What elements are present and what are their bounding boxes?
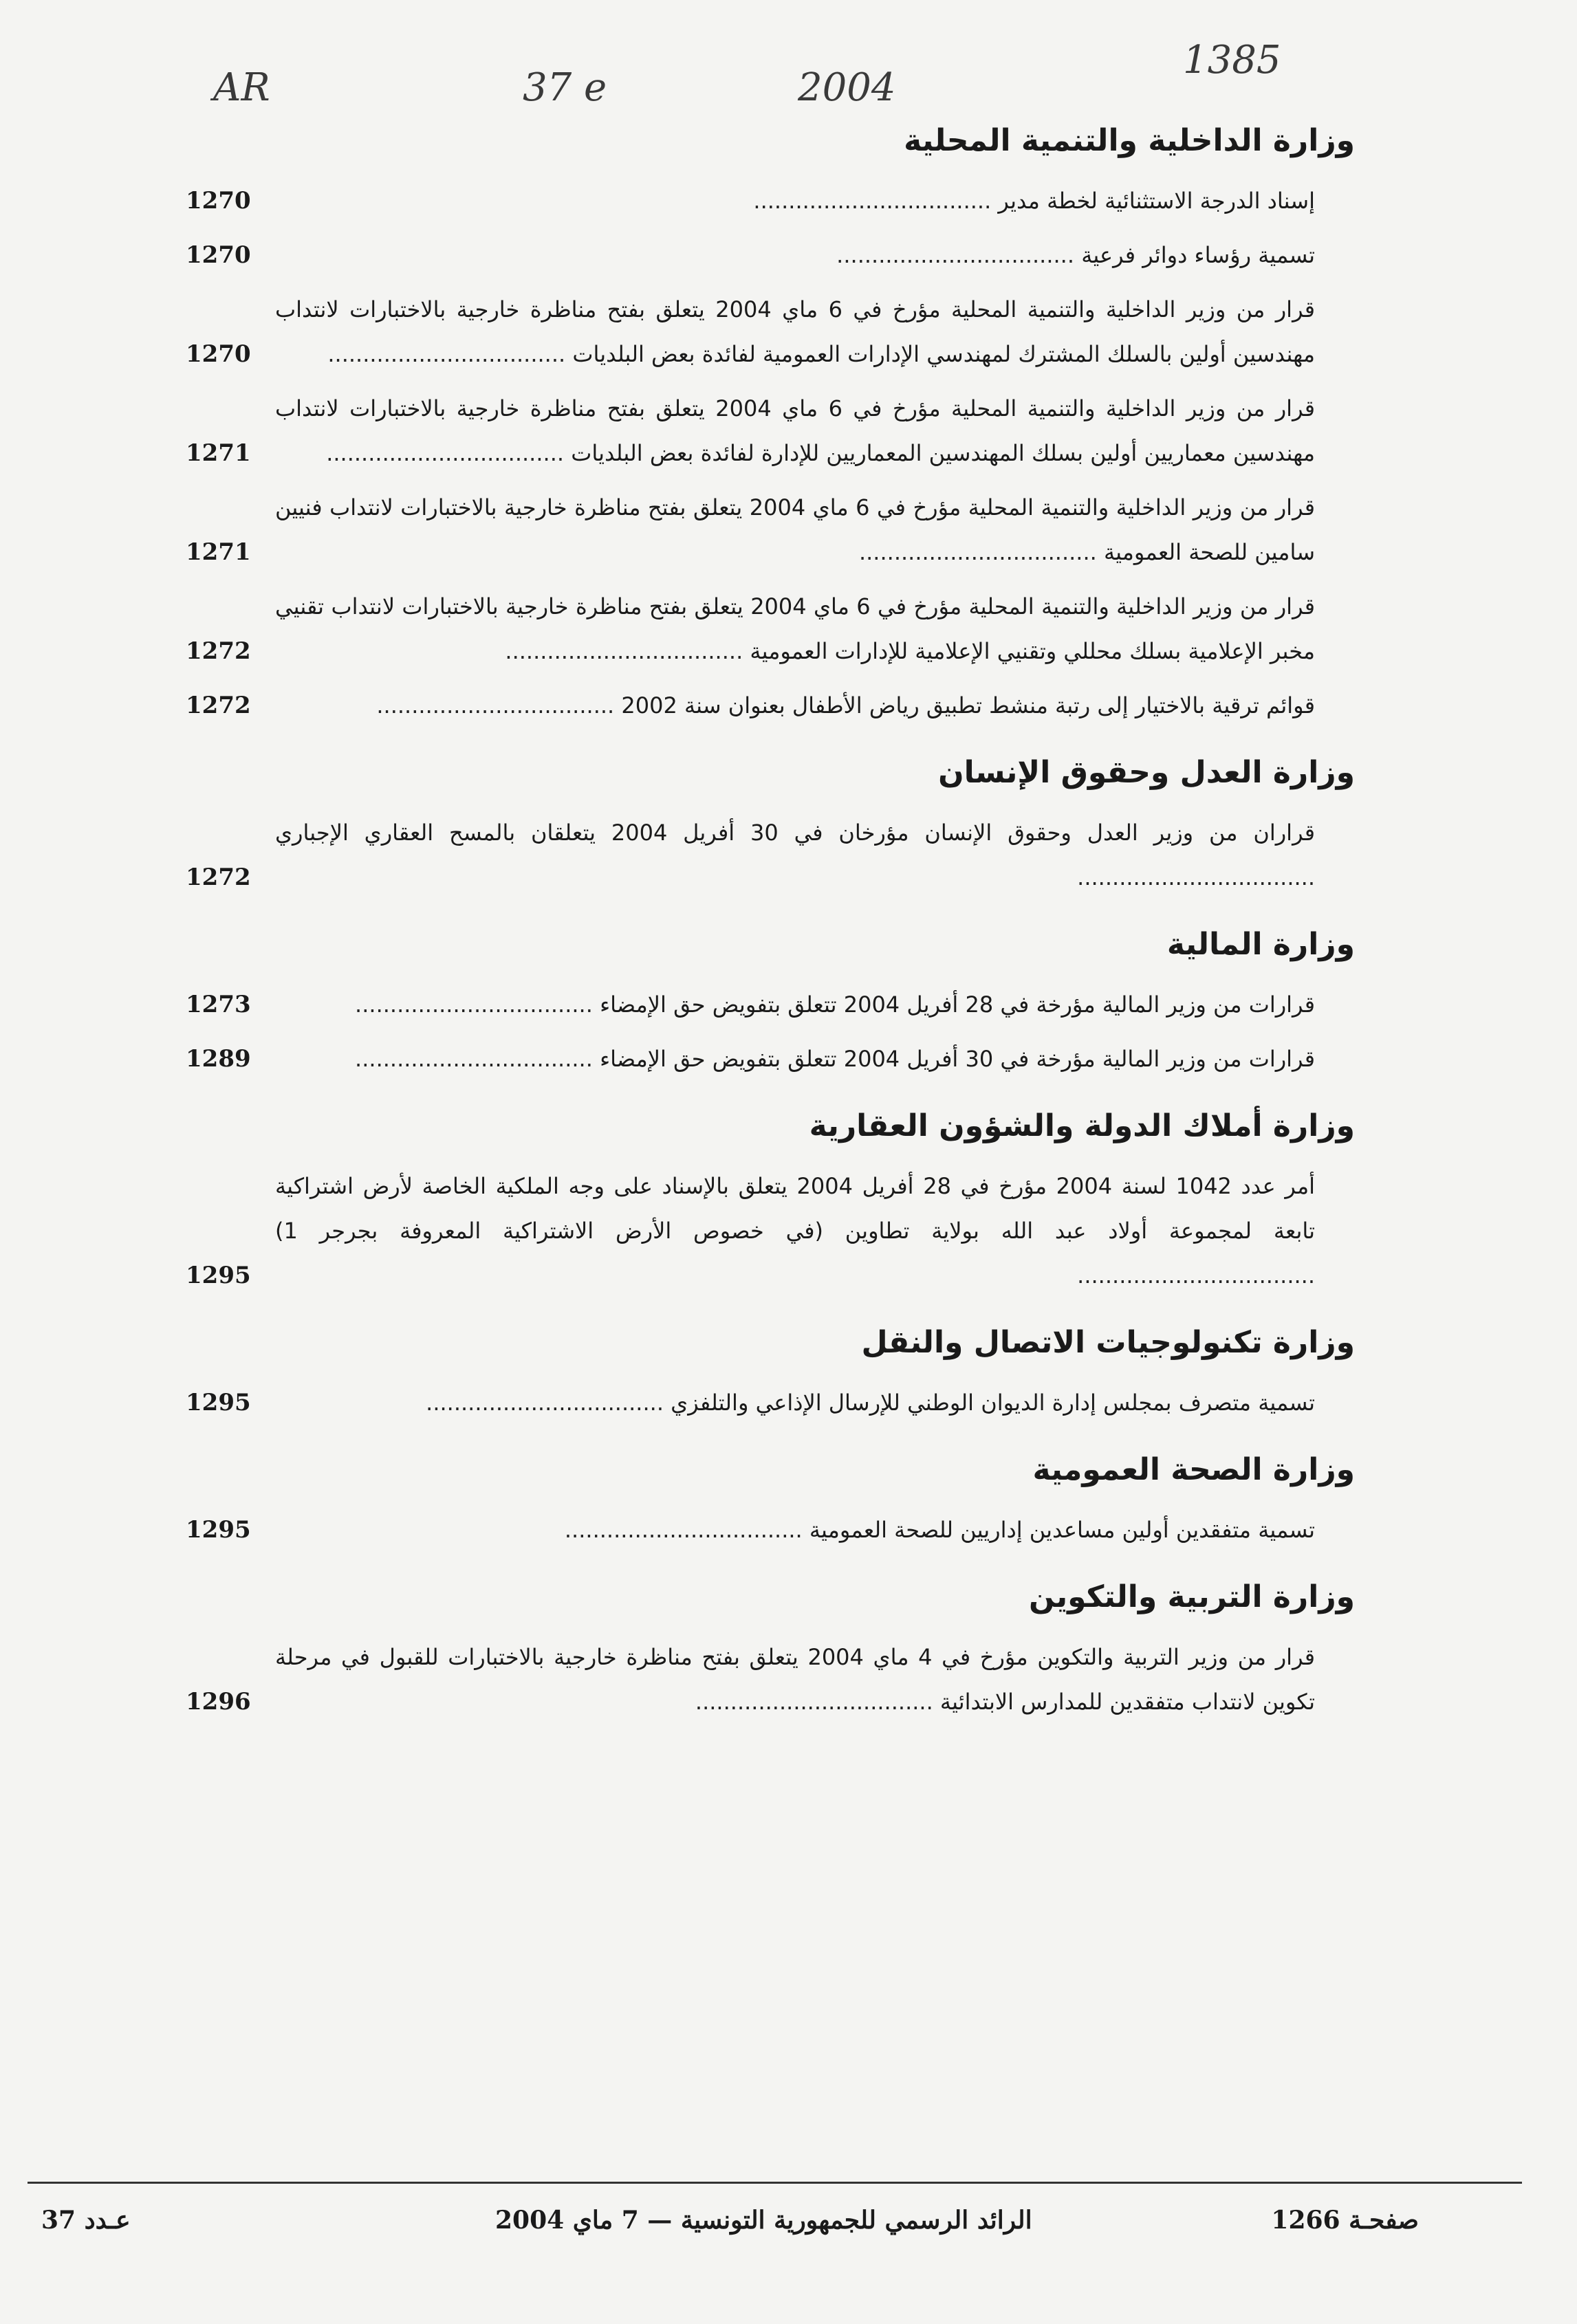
ministry-section <box>186 1573 1355 1724</box>
toc-entry-body <box>275 233 1315 278</box>
handwritten-number: 1385 <box>1183 38 1281 83</box>
dot-leader: .................................. <box>355 1046 600 1072</box>
ministry-heading: وزارة الصحة العمومية <box>1032 1452 1355 1487</box>
toc-entry <box>186 1037 1355 1082</box>
toc-entry-text: قرار من وزير التربية والتكوين مؤرخ في 4 ماي 2004 يتعلق بفتح مناظرة خارجية بالاختبارات للقبول في مرحلة تكوين لانتداب متفقدين للمدارس الابتدائية <box>275 1644 1316 1715</box>
toc-entry-body <box>275 1381 1315 1425</box>
footer-page-number: صفحـة 1266 <box>1271 2206 1419 2235</box>
toc-entry-text: قرار من وزير الداخلية والتنمية المحلية مؤرخ في 6 ماي 2004 يتعلق بفتح مناظرة خارجية بالاختبارات لانتداب تقنيي مخبر الإعلامية بسلك محللي وتقنيي الإعلامية للإدارات العمومية <box>275 593 1316 664</box>
toc-entry-body <box>275 1037 1315 1082</box>
dot-leader: .................................. <box>858 539 1104 565</box>
ministry-heading: وزارة أملاك الدولة والشؤون العقارية <box>809 1108 1355 1143</box>
toc-entry-text: قرارات من وزير المالية مؤرخة في 30 أفريل 2004 تتعلق بتفويض حق الإمضاء <box>600 1046 1315 1072</box>
footer-journal-title: الرائد الرسمي للجمهورية التونسية — 7 ماي 2004 <box>495 2206 1032 2235</box>
toc-page-number: 1289 <box>186 1045 251 1073</box>
toc-entry-text: أمر عدد 1042 لسنة 2004 مؤرخ في 28 أفريل 2004 يتعلق بالإسناد على وجه الملكية الخاصة لأرض اشتراكية تابعة لمجموعة أولاد عبد الله بولاية تطاوين (في خصوص الأرض الاشتراكية المعروفة بجرجر 1) <box>275 1173 1316 1244</box>
toc-entry-body <box>275 1508 1315 1553</box>
toc-page-number: 1272 <box>186 692 251 719</box>
toc-page-number: 1271 <box>186 538 251 566</box>
ministry-section <box>186 749 1355 900</box>
toc-entry-text: قرار من وزير الداخلية والتنمية المحلية مؤرخ في 6 ماي 2004 يتعلق بفتح مناظرة خارجية بالاختبارات لانتداب فنيين سامين للصحة العمومية <box>275 494 1316 565</box>
ministry-section <box>186 1446 1355 1553</box>
dot-leader: .................................. <box>836 242 1082 268</box>
ministry-heading: وزارة العدل وحقوق الإنسان <box>938 755 1355 790</box>
toc-entry-text: قرارات من وزير المالية مؤرخة في 28 أفريل 2004 تتعلق بتفويض حق الإمضاء <box>600 991 1315 1018</box>
toc-entry-body <box>275 1164 1315 1298</box>
toc-entry <box>186 287 1355 377</box>
toc-page-number: 1273 <box>186 991 251 1018</box>
table-of-contents <box>186 117 1355 1745</box>
toc-page-number: 1295 <box>186 1389 251 1416</box>
dot-leader: .................................. <box>753 188 999 214</box>
ministry-heading: وزارة التربية والتكوين <box>1028 1579 1355 1614</box>
dot-leader: .................................. <box>326 440 572 466</box>
footer-issue-number: عـدد 37 <box>41 2206 131 2235</box>
toc-entry-text: قراران من وزير العدل وحقوق الإنسان مؤرخان في 30 أفريل 2004 يتعلقان بالمسح العقاري الإجباري <box>275 820 1316 846</box>
ministry-section <box>186 117 1355 728</box>
toc-entry-body <box>275 983 1315 1027</box>
toc-page-number: 1296 <box>186 1688 251 1715</box>
toc-entry-body <box>275 811 1315 900</box>
dot-leader: .................................. <box>695 1689 940 1715</box>
ministry-section <box>186 1102 1355 1298</box>
toc-entry <box>186 1164 1355 1298</box>
toc-entry <box>186 983 1355 1027</box>
toc-entry <box>186 1381 1355 1425</box>
toc-page-number: 1272 <box>186 864 251 891</box>
toc-entry-text: قرار من وزير الداخلية والتنمية المحلية مؤرخ في 6 ماي 2004 يتعلق بفتح مناظرة خارجية بالاختبارات لانتداب مهندسين معماريين أولين بسلك المهندسين المعماريين للإدارة لفائدة بعض البلديات <box>275 395 1316 466</box>
toc-entry-text: قوائم ترقية بالاختيار إلى رتبة منشط تطبيق رياض الأطفال بعنوان سنة 2002 <box>621 692 1315 719</box>
toc-entry-text: قرار من وزير الداخلية والتنمية المحلية مؤرخ في 6 ماي 2004 يتعلق بفتح مناظرة خارجية بالاختبارات لانتداب مهندسين أولين بالسلك المشترك لمهندسي الإدارات العمومية لفائدة بعض البلديات <box>275 296 1316 367</box>
ministry-heading: وزارة المالية <box>1166 927 1355 962</box>
footer-divider <box>28 2182 1522 2184</box>
dot-leader: .................................. <box>505 638 750 664</box>
toc-page-number: 1272 <box>186 637 251 665</box>
dot-leader: .................................. <box>426 1390 671 1416</box>
toc-entry-body <box>275 485 1315 575</box>
toc-entry <box>186 683 1355 728</box>
toc-entry <box>186 233 1355 278</box>
dot-leader: .................................. <box>376 692 622 719</box>
toc-entry-text: تسمية رؤساء دوائر فرعية <box>1081 242 1315 268</box>
toc-page-number: 1295 <box>186 1516 251 1544</box>
ministry-section <box>186 921 1355 1082</box>
toc-entry-text: تسمية متصرف بمجلس إدارة الديوان الوطني للإرسال الإذاعي والتلفزي <box>671 1390 1315 1416</box>
toc-entry-body <box>275 287 1315 377</box>
toc-entry-body <box>275 1635 1315 1724</box>
toc-entry-text: إسناد الدرجة الاستثنائية لخطة مدير <box>998 188 1315 214</box>
toc-entry <box>186 1635 1355 1724</box>
toc-entry <box>186 386 1355 476</box>
toc-entry-body <box>275 683 1315 728</box>
toc-entry <box>186 584 1355 674</box>
toc-entry <box>186 485 1355 575</box>
ministry-heading: وزارة الداخلية والتنمية المحلية <box>904 123 1355 158</box>
ministry-section <box>186 1319 1355 1425</box>
toc-entry <box>186 1508 1355 1553</box>
toc-entry-text: تسمية متفقدين أولين مساعدين إداريين للصحة العمومية <box>809 1517 1315 1543</box>
toc-page-number: 1295 <box>186 1262 251 1289</box>
dot-leader: .................................. <box>1077 864 1315 890</box>
toc-page-number: 1271 <box>186 439 251 467</box>
ministry-heading: وزارة تكنولوجيات الاتصال والنقل <box>861 1325 1355 1360</box>
handwritten-note-left: AR <box>213 65 270 110</box>
handwritten-date: 2004 <box>798 65 896 110</box>
toc-entry <box>186 811 1355 900</box>
dot-leader: .................................. <box>327 341 573 367</box>
dot-leader: .................................. <box>564 1517 809 1543</box>
dot-leader: .................................. <box>1077 1262 1315 1289</box>
toc-page-number: 1270 <box>186 187 251 215</box>
toc-entry <box>186 179 1355 223</box>
toc-entry-body <box>275 584 1315 674</box>
handwritten-note-center: 37 e <box>523 65 607 110</box>
toc-entry-body <box>275 179 1315 223</box>
toc-page-number: 1270 <box>186 340 251 368</box>
toc-page-number: 1270 <box>186 241 251 269</box>
toc-entry-body <box>275 386 1315 476</box>
dot-leader: .................................. <box>355 991 600 1018</box>
